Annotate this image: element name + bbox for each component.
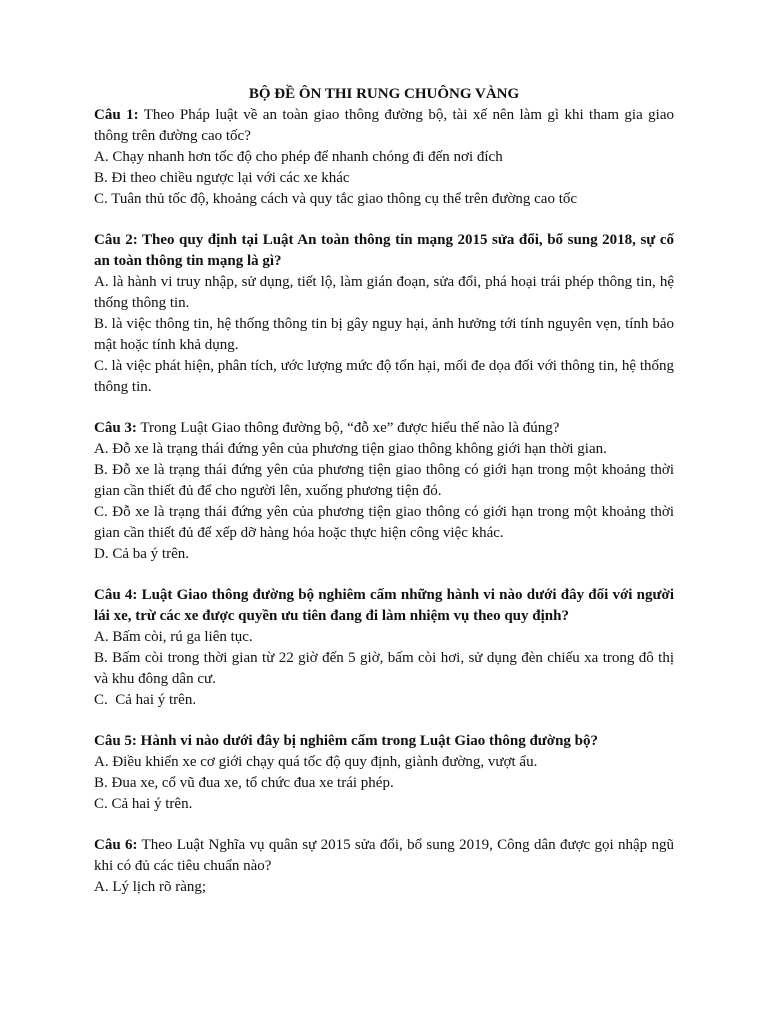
question-3-option-a: A. Đỗ xe là trạng thái đứng yên của phương tiện giao thông không giới hạn thời gian.: [94, 441, 607, 457]
question-6-option-a: A. Lý lịch rõ ràng;: [94, 879, 207, 895]
question-5-prompt: [94, 731, 674, 752]
question-2-option-b: B. là việc thông tin, hệ thống thông tin bị gây nguy hại, ảnh hưởng tới tính nguyên vẹn, tính bảo mật hoặc tính khả dụng.: [94, 316, 674, 353]
question-6: [94, 835, 674, 898]
question-3-text: Trong Luật Giao thông đường bộ, “đỗ xe” được hiểu thế nào là đúng?: [136, 420, 560, 436]
question-list: [94, 105, 674, 898]
question-2-prompt: [94, 230, 674, 272]
question-4-label: Câu 4:: [94, 587, 138, 603]
question-2-text: Theo quy định tại Luật An toàn thông tin mạng 2015 sửa đổi, bổ sung 2018, sự cố an toàn thông tin mạng là gì?: [94, 232, 674, 269]
question-4-option-b: B. Bấm còi trong thời gian từ 22 giờ đến 5 giờ, bấm còi hơi, sử dụng đèn chiếu xa trong đô thị và khu đông dân cư.: [94, 650, 674, 687]
question-1-prompt: [94, 105, 674, 147]
question-3-option-d: D. Cả ba ý trên.: [94, 546, 189, 562]
question-4-text: Luật Giao thông đường bộ nghiêm cấm những hành vi nào dưới đây đối với người lái xe, trừ các xe được quyền ưu tiên đang đi làm nhiệm vụ theo quy định?: [94, 587, 674, 624]
question-3-prompt: [94, 418, 674, 439]
question-4-prompt: [94, 585, 674, 627]
question-6-label: Câu 6:: [94, 837, 138, 853]
question-2-label: Câu 2:: [94, 232, 138, 248]
question-4: [94, 585, 674, 711]
question-5-option-b: B. Đua xe, cổ vũ đua xe, tổ chức đua xe trái phép.: [94, 775, 394, 791]
question-2: [94, 230, 674, 398]
question-5-option-c: C. Cả hai ý trên.: [94, 796, 193, 812]
question-2-option-a: A. là hành vi truy nhập, sử dụng, tiết lộ, làm gián đoạn, sửa đổi, phá hoại trái phép thông tin, hệ thống thông tin.: [94, 274, 674, 311]
question-5-text: Hành vi nào dưới đây bị nghiêm cấm trong Luật Giao thông đường bộ?: [136, 733, 599, 749]
question-1-option-a: A. Chạy nhanh hơn tốc độ cho phép để nhanh chóng đi đến nơi đích: [94, 149, 503, 165]
question-3-option-b: B. Đỗ xe là trạng thái đứng yên của phương tiện giao thông có giới hạn trong một khoảng thời gian cần thiết đủ để cho người lên, xuống phương tiện đó.: [94, 462, 674, 499]
question-3: [94, 418, 674, 565]
question-2-option-c: C. là việc phát hiện, phân tích, ước lượng mức độ tổn hại, mối đe dọa đối với thông tin, hệ thống thông tin.: [94, 358, 674, 395]
question-1-text: Theo Pháp luật về an toàn giao thông đường bộ, tài xế nên làm gì khi tham gia giao thông trên đường cao tốc?: [94, 107, 674, 144]
question-1: [94, 105, 674, 210]
question-5-option-a: A. Điều khiển xe cơ giới chạy quá tốc độ quy định, giành đường, vượt ẩu.: [94, 754, 538, 770]
question-6-prompt: [94, 835, 674, 877]
question-1-label: Câu 1:: [94, 107, 139, 123]
question-5-label: Câu 5:: [94, 733, 137, 749]
question-4-option-a: A. Bấm còi, rú ga liên tục.: [94, 629, 253, 645]
question-5: [94, 731, 674, 815]
question-1-option-b: B. Đi theo chiều ngược lại với các xe khác: [94, 170, 350, 186]
question-3-option-c: C. Đỗ xe là trạng thái đứng yên của phương tiện giao thông có giới hạn trong một khoảng thời gian cần thiết đủ để xếp dỡ hàng hóa hoặc thực hiện công việc khác.: [94, 504, 674, 541]
question-6-text: Theo Luật Nghĩa vụ quân sự 2015 sửa đổi, bổ sung 2019, Công dân được gọi nhập ngũ khi có đủ các tiêu chuẩn nào?: [94, 837, 674, 874]
question-1-option-c: C. Tuân thủ tốc độ, khoảng cách và quy tắc giao thông cụ thể trên đường cao tốc: [94, 191, 578, 207]
question-3-label: Câu 3:: [94, 420, 137, 436]
question-4-option-c: C. Cả hai ý trên.: [94, 692, 197, 708]
document-title: BỘ ĐỀ ÔN THI RUNG CHUÔNG VÀNG: [248, 86, 520, 102]
